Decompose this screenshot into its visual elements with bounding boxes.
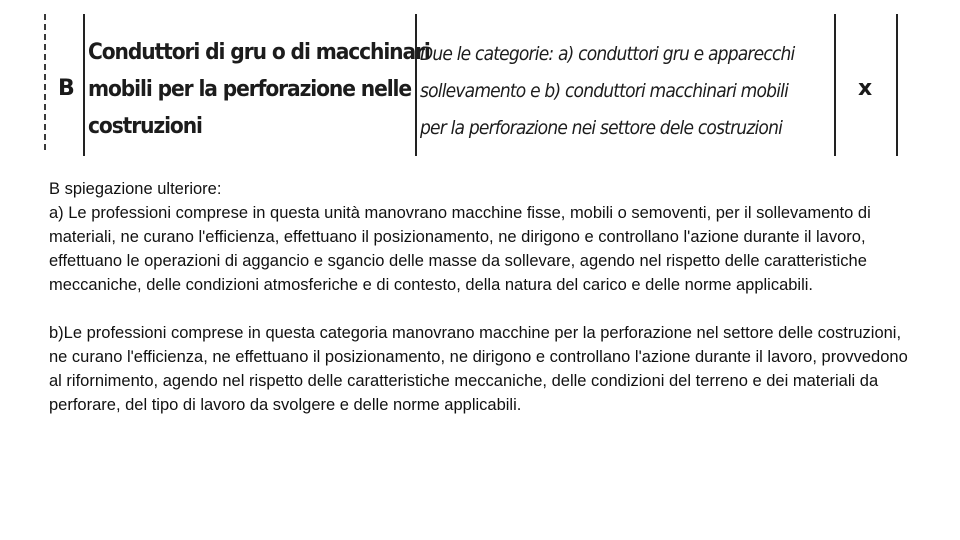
category-description [420,36,798,147]
category-title [88,34,430,145]
selection-mark: x [858,76,873,101]
category-description-line: sollevamento e b) conduttori macchinari mobili [420,80,789,102]
table-right-border [896,14,898,156]
explanation-heading: B spiegazione ulteriore: [49,180,222,198]
category-description-line: per la perforazione nei settore dele costruzioni [420,117,783,139]
table-divider-1 [83,14,85,156]
category-title-line: Conduttori di gru o di macchinari [88,40,430,65]
table-left-border [44,14,46,150]
category-title-line: costruzioni [88,114,202,139]
explanation-paragraph-b: b)Le professioni comprese in questa categoria manovrano macchine per la perforazione nel settore delle costruzioni, ne curano l'efficienza, ne effettuano il posizionamento, ne dirigono e controllano l'azione durante il lavoro, provvedono al rifornimento, agendo nel rispetto delle caratteristiche meccaniche, delle condizioni del terreno e dei materiali da perforare, del tipo di lavoro da svolgere e delle norme applicabili. [49,324,908,414]
table-row-fragment [44,14,900,156]
table-divider-3 [834,14,836,156]
category-title-line: mobili per la perforazione nelle [88,77,412,102]
category-description-line: Due le categorie: a) conduttori gru e apparecchi [420,43,795,65]
explanation-block [49,177,909,417]
table-divider-2 [415,14,417,156]
category-letter: B [58,76,75,101]
explanation-paragraph-a: a) Le professioni comprese in questa unità manovrano macchine fisse, mobili o semoventi, per il sollevamento di materiali, ne curano l'efficienza, effettuano il posizionamento, ne dirigono e controllano l'azione durante il lavoro, effettuano le operazioni di aggancio e sgancio delle masse da sollevare, agendo nel rispetto delle caratteristiche meccaniche, delle condizioni atmosferiche e di contesto, della natura del carico e delle norme applicabili. [49,204,871,294]
